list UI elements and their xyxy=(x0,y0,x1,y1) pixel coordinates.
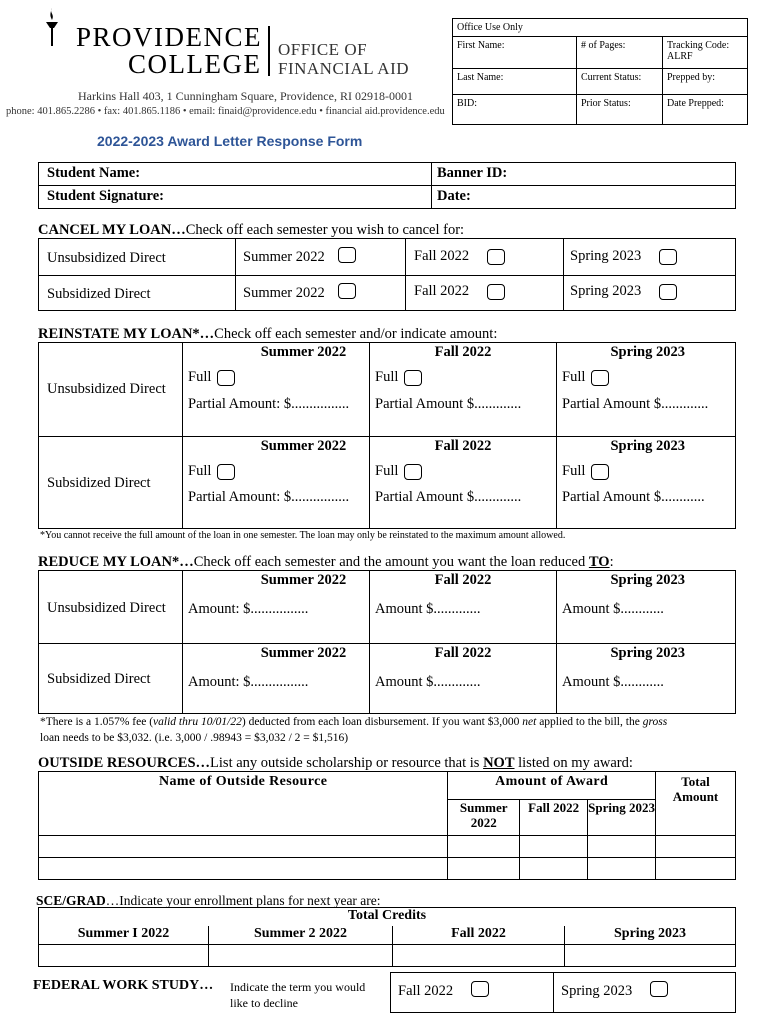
outside-cell[interactable] xyxy=(588,858,656,880)
office-line1: OFFICE OF xyxy=(278,40,368,59)
checkbox[interactable] xyxy=(487,284,505,300)
cancel-unsub-fall[interactable] xyxy=(406,239,564,276)
amount-field[interactable]: Amount $............ xyxy=(562,601,664,617)
reduce-heading xyxy=(38,554,614,571)
amount-field[interactable]: Amount: $................ xyxy=(188,674,309,690)
checkbox[interactable] xyxy=(338,283,356,299)
reduce-sub-spring xyxy=(557,644,736,714)
cancel-unsub-spring-label: Spring 2023 xyxy=(570,248,642,264)
logo-divider xyxy=(268,26,270,76)
fn-part: gross xyxy=(642,716,668,728)
cancel-sub-spring-label: Spring 2023 xyxy=(570,283,642,299)
reduce-heading-to: TO xyxy=(588,554,610,570)
fws-fall[interactable] xyxy=(391,973,554,1013)
fn-part: applied to the bill, the xyxy=(536,716,643,728)
contact-line: phone: 401.865.2286 • fax: 401.865.1186 • email: finaid@providence.edu • financial aid.providence.edu xyxy=(6,106,445,117)
partial-amount-field[interactable]: Partial Amount $............. xyxy=(375,489,522,505)
amount-field[interactable]: Amount: $................ xyxy=(188,601,309,617)
office-bid: BID: xyxy=(453,95,577,125)
outside-col-fall: Fall 2022 xyxy=(520,800,588,836)
fn-part: loan needs to be $3,032. (i.e. 3,000 / .98943 = $3,032 / 2 = $1,516) xyxy=(40,732,349,744)
office-current-status: Current Status: xyxy=(577,69,663,95)
sce-total-credits: Total Credits xyxy=(39,908,736,926)
checkbox[interactable] xyxy=(338,247,356,263)
office-line2: FINANCIAL AID xyxy=(278,59,410,78)
sce-spring: Spring 2023 xyxy=(565,926,736,945)
office-first-name: First Name: xyxy=(453,37,577,69)
fws-heading-text2: like to decline xyxy=(230,996,298,1010)
office-prior-status: Prior Status: xyxy=(577,95,663,125)
cancel-sub-summer[interactable] xyxy=(236,276,406,311)
sce-table xyxy=(38,907,736,967)
banner-id-field[interactable]: Banner ID: xyxy=(432,163,736,186)
sce-fall: Fall 2022 xyxy=(393,926,565,945)
fws-fall-label: Fall 2022 xyxy=(398,983,454,999)
partial-amount-field[interactable]: Partial Amount: $................ xyxy=(188,396,350,412)
outside-heading-bold: OUTSIDE RESOURCES… xyxy=(38,755,211,771)
address-line: Harkins Hall 403, 1 Cunningham Square, Providence, RI 02918-0001 xyxy=(78,89,413,103)
cancel-heading-text: Check off each semester you wish to cancel for: xyxy=(185,222,465,238)
cancel-unsub-summer[interactable] xyxy=(236,239,406,276)
amount-field[interactable]: Amount $............. xyxy=(375,601,481,617)
sce-heading-bold: SCE/GRAD xyxy=(36,893,106,908)
full-label: Full xyxy=(375,463,399,479)
outside-heading-text: List any outside scholarship or resource that is xyxy=(210,755,484,771)
outside-heading xyxy=(38,755,633,772)
reinstate-unsub-label: Unsubsidized Direct xyxy=(39,343,183,437)
partial-amount-field[interactable]: Partial Amount: $................ xyxy=(188,489,350,505)
fn-part: ) deducted from each loan disbursement. If you want $3,000 xyxy=(241,716,523,728)
fn-part: valid thru 10/01/22 xyxy=(153,716,242,728)
logo-college: COLLEGE xyxy=(128,49,262,79)
reinstate-sub-fall-head: Fall 2022 xyxy=(434,438,492,454)
outside-cell[interactable] xyxy=(656,836,736,858)
reduce-heading-text: Check off each semester and the amount you want the loan reduced xyxy=(193,554,589,570)
sce-cell[interactable] xyxy=(209,945,393,967)
fws-heading-bold: FEDERAL WORK STUDY… xyxy=(33,978,214,993)
outside-cell[interactable] xyxy=(588,836,656,858)
fn-part: *There is a 1.057% fee ( xyxy=(40,716,154,728)
reinstate-sub-spring xyxy=(557,437,736,529)
full-label: Full xyxy=(188,369,212,385)
outside-heading-not: NOT xyxy=(483,755,515,771)
reinstate-heading-text: Check off each semester and/or indicate amount: xyxy=(214,326,498,342)
reduce-sub-fall xyxy=(370,644,557,714)
student-name-field[interactable]: Student Name: xyxy=(39,163,432,186)
cancel-table xyxy=(38,238,736,311)
reduce-table xyxy=(38,570,736,714)
checkbox[interactable] xyxy=(404,370,422,386)
reinstate-unsub-fall xyxy=(370,343,557,437)
office-tracking: Tracking Code: ALRF xyxy=(663,37,748,69)
reduce-footnote xyxy=(40,714,740,746)
cancel-unsub-spring[interactable] xyxy=(564,239,736,276)
outside-cell[interactable] xyxy=(656,858,736,880)
full-label: Full xyxy=(188,463,212,479)
outside-cell[interactable] xyxy=(39,836,448,858)
reinstate-unsub-summer-head: Summer 2022 xyxy=(260,344,347,360)
outside-table xyxy=(38,771,736,880)
outside-cell[interactable] xyxy=(520,858,588,880)
reinstate-sub-spring-head: Spring 2023 xyxy=(610,438,685,454)
reduce-heading-colon: : xyxy=(609,554,614,570)
torch-icon xyxy=(44,8,60,48)
reinstate-sub-label: Subsidized Direct xyxy=(39,437,183,529)
checkbox[interactable] xyxy=(591,464,609,480)
cancel-heading-bold: CANCEL MY LOAN… xyxy=(38,222,186,238)
outside-cell[interactable] xyxy=(448,858,520,880)
sce-cell[interactable] xyxy=(393,945,565,967)
reinstate-unsub-fall-head: Fall 2022 xyxy=(434,344,492,360)
cancel-unsub-label: Unsubsidized Direct xyxy=(39,239,236,276)
reinstate-heading xyxy=(38,326,497,343)
outside-cell[interactable] xyxy=(520,836,588,858)
reinstate-table xyxy=(38,342,736,529)
amount-field[interactable]: Amount $............ xyxy=(562,674,664,690)
reduce-unsub-fall-head: Fall 2022 xyxy=(434,572,492,588)
outside-col-summer: Summer 2022 xyxy=(448,800,520,836)
outside-col-total: Total Amount xyxy=(656,772,736,836)
checkbox[interactable] xyxy=(471,981,489,997)
sce-summer2: Summer 2 2022 xyxy=(209,926,393,945)
checkbox[interactable] xyxy=(659,284,677,300)
outside-col-name: Name of Outside Resource xyxy=(39,772,448,836)
full-label: Full xyxy=(562,463,586,479)
partial-amount-field[interactable]: Partial Amount $............. xyxy=(375,396,522,412)
sce-summer1: Summer I 2022 xyxy=(39,926,209,945)
logo-providence: PROVIDENCE xyxy=(76,22,263,52)
checkbox[interactable] xyxy=(487,249,505,265)
checkbox[interactable] xyxy=(591,370,609,386)
cancel-sub-summer-label: Summer 2022 xyxy=(243,285,325,301)
checkbox[interactable] xyxy=(217,464,235,480)
reduce-heading-bold: REDUCE MY LOAN*… xyxy=(38,554,194,570)
date-field[interactable]: Date: xyxy=(432,186,736,209)
reinstate-unsub-spring-head: Spring 2023 xyxy=(610,344,685,360)
full-label: Full xyxy=(375,369,399,385)
outside-col-spring: Spring 2023 xyxy=(588,800,656,836)
office-last-name: Last Name: xyxy=(453,69,577,95)
cancel-sub-fall-label: Fall 2022 xyxy=(414,283,470,299)
reinstate-sub-summer-head: Summer 2022 xyxy=(260,438,347,454)
cancel-sub-fall[interactable] xyxy=(406,276,564,311)
cancel-unsub-fall-label: Fall 2022 xyxy=(414,248,470,264)
reinstate-heading-bold: REINSTATE MY LOAN*… xyxy=(38,326,215,342)
fws-heading-text: Indicate the term you would xyxy=(230,980,366,994)
full-label: Full xyxy=(562,369,586,385)
amount-field[interactable]: Amount $............. xyxy=(375,674,481,690)
checkbox[interactable] xyxy=(404,464,422,480)
reinstate-unsub-spring xyxy=(557,343,736,437)
sce-cell[interactable] xyxy=(39,945,209,967)
fws-table xyxy=(390,972,736,1013)
fws-spring-label: Spring 2023 xyxy=(561,983,633,999)
sce-heading-text: …Indicate your enrollment plans for next year are: xyxy=(105,893,381,908)
outside-cell[interactable] xyxy=(448,836,520,858)
cancel-heading xyxy=(38,222,464,239)
outside-col-amount: Amount of Award xyxy=(448,772,656,800)
outside-cell[interactable] xyxy=(39,858,448,880)
reinstate-footnote: *You cannot receive the full amount of the loan in one semester. The loan may only be reinstated to the maximum amount allowed. xyxy=(40,530,566,541)
reduce-sub-summer-head: Summer 2022 xyxy=(260,645,347,661)
cancel-unsub-summer-label: Summer 2022 xyxy=(243,249,325,265)
reduce-unsub-spring xyxy=(557,571,736,644)
reduce-unsub-summer-head: Summer 2022 xyxy=(260,572,347,588)
office-prepped-by: Prepped by: xyxy=(663,69,748,95)
reduce-sub-label: Subsidized Direct xyxy=(39,644,183,714)
office-pages: # of Pages: xyxy=(577,37,663,69)
reinstate-unsub-summer xyxy=(183,343,370,437)
student-signature-field[interactable]: Student Signature: xyxy=(39,186,432,209)
reinstate-sub-fall xyxy=(370,437,557,529)
reduce-unsub-fall xyxy=(370,571,557,644)
student-info-table xyxy=(38,162,736,209)
office-date-prepped: Date Prepped: xyxy=(663,95,748,125)
checkbox[interactable] xyxy=(217,370,235,386)
form-title: 2022-2023 Award Letter Response Form xyxy=(97,133,363,149)
reduce-unsub-spring-head: Spring 2023 xyxy=(610,572,685,588)
reduce-sub-summer xyxy=(183,644,370,714)
reinstate-sub-summer xyxy=(183,437,370,529)
checkbox[interactable] xyxy=(650,981,668,997)
reduce-sub-spring-head: Spring 2023 xyxy=(610,645,685,661)
reduce-sub-fall-head: Fall 2022 xyxy=(434,645,492,661)
checkbox[interactable] xyxy=(659,249,677,265)
partial-amount-field[interactable]: Partial Amount $............ xyxy=(562,489,705,505)
cancel-sub-label: Subsidized Direct xyxy=(39,276,236,311)
office-use-table xyxy=(452,18,748,125)
reduce-unsub-summer xyxy=(183,571,370,644)
sce-cell[interactable] xyxy=(565,945,736,967)
cancel-sub-spring[interactable] xyxy=(564,276,736,311)
outside-heading-text2: listed on my award: xyxy=(514,755,633,771)
reduce-unsub-label: Unsubsidized Direct xyxy=(39,571,183,644)
office-use-heading: Office Use Only xyxy=(453,19,748,37)
partial-amount-field[interactable]: Partial Amount $............. xyxy=(562,396,709,412)
fws-spring[interactable] xyxy=(554,973,736,1013)
fn-part: net xyxy=(522,716,537,728)
